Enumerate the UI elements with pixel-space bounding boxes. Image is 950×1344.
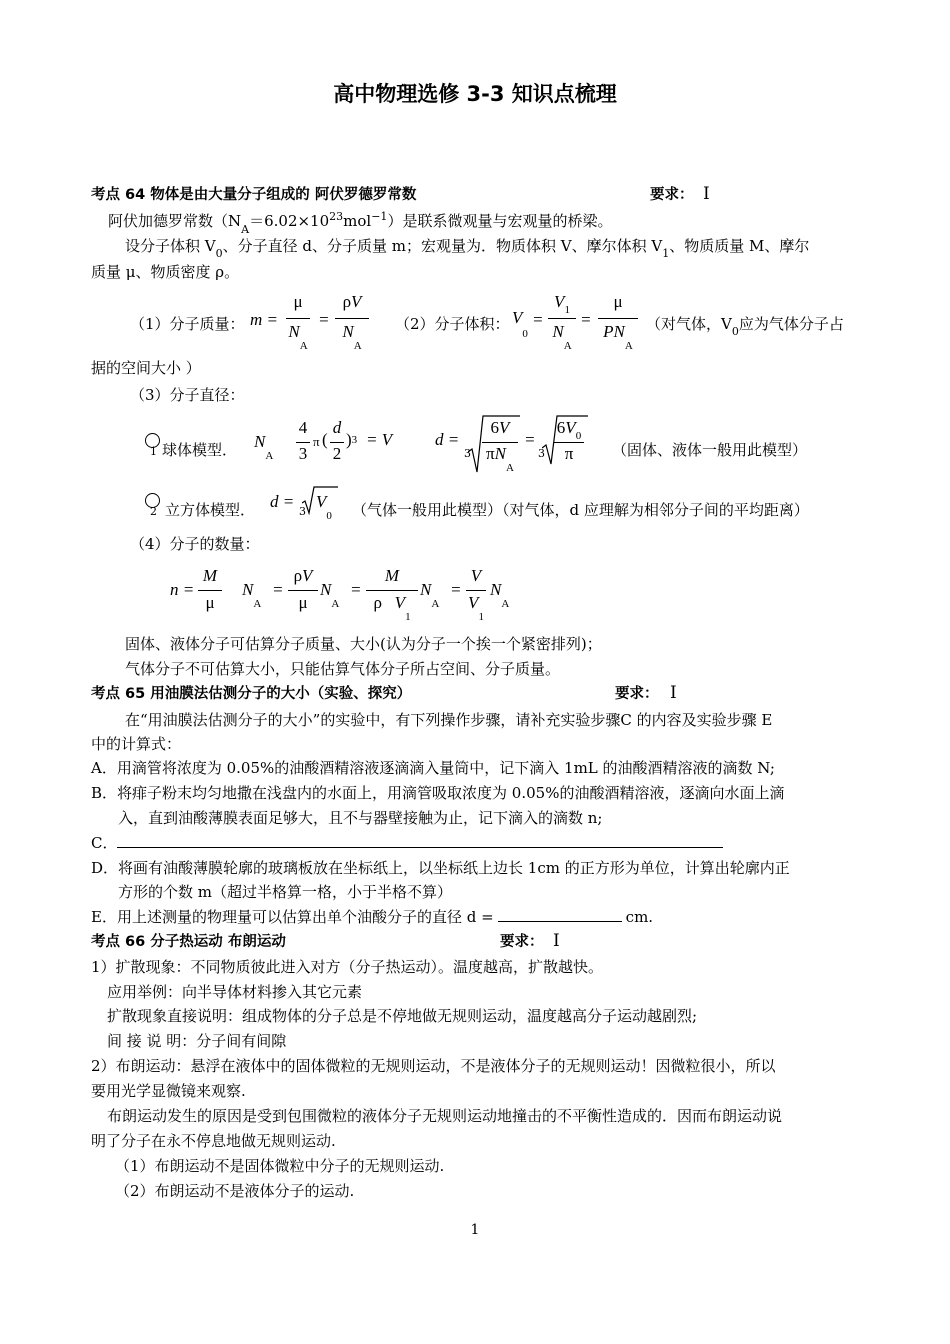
volume-note: （对气体，$V_0$应为气体分子占 <box>646 315 844 338</box>
cube-model-label: 立方体模型． <box>165 501 256 519</box>
mass-frac1-den: $N_A$ <box>288 322 308 352</box>
cube-root-index: 3 <box>538 447 545 460</box>
equals-sign: = <box>524 430 536 449</box>
count-frac4-den: $V_1$ <box>468 593 484 623</box>
volume-frac2-num: μ <box>613 292 623 311</box>
fraction-bar <box>296 442 310 443</box>
ball-model-label: 球体模型． <box>162 441 238 459</box>
diameter-frac2-num: $6V_0$ <box>556 418 582 442</box>
diameter-frac1-num: 6V <box>490 418 510 437</box>
paren-open: ( <box>322 430 328 449</box>
cube-root-index: 3 <box>299 505 306 518</box>
section-64-requirement-label: 要求： <box>650 187 694 203</box>
diameter-formula-d: d = <box>435 430 460 449</box>
count-frac1-num: M <box>202 566 218 585</box>
cube-formula-d: d = <box>270 492 295 511</box>
step-b-line1: B．将痱子粉末均匀地撒在浅盘内的水面上，用滴管吸取浓度为 0.05%的油酸酒精溶液，逐滴向水面上滴 <box>91 784 785 802</box>
diameter-frac2-den: π <box>564 444 574 463</box>
fraction-bar <box>198 590 222 591</box>
equals-sign: = <box>318 310 330 329</box>
pi-symbol: π <box>313 434 320 449</box>
ball-formula-na: $N_A$ <box>254 432 274 462</box>
brownian-line-2: 要用光学显微镜来观察. <box>91 1082 246 1100</box>
setup-line-2: 质量 μ、物质密度 ρ。 <box>91 263 240 281</box>
section-65-requirement-value: Ⅰ <box>670 683 677 703</box>
count-frac3-num: M <box>384 566 400 585</box>
cube-formula-v0: $V_0$ <box>316 492 332 522</box>
mass-frac2-num: ρV <box>342 292 362 311</box>
volume-frac1-num: $V_1$ <box>554 292 570 316</box>
volume-formula-v0: $V_0$ <box>512 308 528 340</box>
page-number: 1 <box>470 1222 480 1238</box>
section-66-requirement-label: 要求： <box>500 934 544 950</box>
ball-frac-num: 4 <box>298 418 308 437</box>
diameter-label: （3）分子直径： <box>130 386 245 404</box>
count-frac2-num: ρV <box>293 566 313 585</box>
step-e-answer-blank[interactable] <box>498 907 622 922</box>
section-65-requirement-label: 要求： <box>615 686 659 702</box>
equals-sign: = <box>350 580 362 599</box>
section-64-heading: 考点 64 物体是由大量分子组成的 阿伏罗德罗常数 <box>91 187 417 203</box>
count-label: （4）分子的数量： <box>130 535 260 553</box>
ball-model-note: （固体、液体一般用此模型） <box>612 441 808 459</box>
brownian-line-4: 明了分子在永不停息地做无规则运动. <box>91 1132 336 1150</box>
brownian-point-1: （1）布朗运动不是固体微粒中分子的无规则运动. <box>115 1157 445 1175</box>
diffusion-line-2: 应用举例：向半导体材料掺入其它元素 <box>107 983 363 1001</box>
diameter-frac1-den: $\pi N_A$ <box>486 444 514 474</box>
experiment-intro-1: 在“用油膜法估测分子的大小”的实验中，有下列操作步骤，请补充实验步骤C 的内容及实验步骤 E <box>125 711 773 729</box>
count-formula-n: n = <box>170 580 195 599</box>
fraction-bar <box>366 590 418 591</box>
volume-label: （2）分子体积： <box>395 315 510 333</box>
step-d-line1: D．将画有油酸薄膜轮廓的玻璃板放在坐标纸上，以坐标纸上边长 1cm 的正方形为单位，计算出轮廓内正 <box>91 859 790 877</box>
fraction-bar <box>548 318 576 319</box>
brownian-line-1: 2）布朗运动：悬浮在液体中的固体微粒的无规则运动，不是液体分子的无规则运动！因微粒很小，所以 <box>91 1057 776 1075</box>
section-66-requirement-value: Ⅰ <box>553 931 560 951</box>
volume-frac1-den: $N_A$ <box>552 322 572 352</box>
setup-line-1: 设分子体积 $V_0$、分子直径 d、分子质量 m；宏观量为．物质体积 V、摩尔体积 $V_1$、物质质量 M、摩尔 <box>125 237 810 260</box>
ball-d-num: d <box>332 418 342 437</box>
fraction-bar <box>288 590 318 591</box>
volume-frac2-den: $PN_A$ <box>603 322 633 352</box>
equals-sign: = <box>450 580 462 599</box>
step-e: E．用上述测量的物理量可以估算出单个油酸分子的直径 d = cm. <box>91 908 654 926</box>
diffusion-line-1: 1）扩散现象：不同物质彼此进入对方（分子热运动）。温度越高，扩散越快。 <box>91 958 604 976</box>
na-symbol: $N_A$ <box>320 580 340 610</box>
fraction-bar <box>482 442 518 443</box>
equals-sign: = <box>532 310 544 329</box>
fraction-bar <box>286 318 310 319</box>
volume-note-line2: 据的空间大小 ） <box>91 359 201 377</box>
mass-frac2-den: $N_A$ <box>342 322 362 352</box>
paren-close: )3 <box>346 430 358 449</box>
estimate-note-2: 气体分子不可估算大小，只能估算气体分子所占空间、分子质量。 <box>125 660 561 678</box>
na-symbol: $N_A$ <box>490 580 510 610</box>
fraction-bar <box>598 318 638 319</box>
equals-sign: = <box>580 310 592 329</box>
fraction-bar <box>335 318 369 319</box>
step-b-line2: 入，直到油酸薄膜表面足够大，且不与器壁接触为止，记下滴入的滴数 n; <box>118 809 603 827</box>
step-c-answer-blank[interactable] <box>117 833 723 848</box>
brownian-line-3: 布朗运动发生的原因是受到包围微粒的液体分子无规则运动地撞击的不平衡性造成的．因而布朗运动说 <box>107 1107 783 1125</box>
brownian-point-2: （2）布朗运动不是液体分子的运动. <box>115 1182 355 1200</box>
section-66-heading: 考点 66 分子热运动 布朗运动 <box>91 934 286 950</box>
count-frac1-den: μ <box>205 593 215 612</box>
count-frac4-num: V <box>470 566 482 585</box>
na-symbol: $N_A$ <box>242 580 262 610</box>
estimate-note-1: 固体、液体分子可估算分子质量、大小(认为分子一个挨一个紧密排列)； <box>125 635 602 653</box>
ball-model-number: 1 <box>150 445 157 458</box>
section-64-requirement-value: Ⅰ <box>703 184 710 204</box>
section-65-heading: 考点 65 用油膜法估测分子的大小（实验、探究） <box>91 686 412 702</box>
ball-d-den: 2 <box>332 444 342 463</box>
cube-model-note: （气体一般用此模型）（对气体，d 应理解为相邻分子间的平均距离） <box>352 501 809 519</box>
step-d-line2: 方形的个数 m（超过半格算一格，小于半格不算） <box>118 883 452 901</box>
fraction-bar <box>554 442 584 443</box>
step-a: A．用滴管将浓度为 0.05%的油酸酒精溶液逐滴滴入量筒中，记下滴入 1mL 的油酸酒精溶液的滴数 N; <box>91 759 775 777</box>
mass-formula-m: m = <box>250 310 278 329</box>
experiment-intro-2: 中的计算式： <box>91 735 182 753</box>
page-title: 高中物理选修 3-3 知识点梳理 <box>333 82 617 106</box>
cube-root-index: 3 <box>464 447 471 460</box>
cube-model-number: 2 <box>150 505 157 518</box>
mass-label: （1）分子质量： <box>130 315 245 333</box>
na-symbol: $N_A$ <box>420 580 440 610</box>
diffusion-line-3: 扩散现象直接说明：组成物体的分子总是不停地做无规则运动，温度越高分子运动越剧烈; <box>107 1007 698 1025</box>
mass-frac1-num: μ <box>293 292 303 311</box>
fraction-bar <box>330 442 344 443</box>
count-frac2-den: μ <box>298 593 308 612</box>
avogadro-line: 阿伏加德罗常数$(N_A=6.02\times 10^{23}mol^{-1})$是联系微观量与宏观量的桥梁。 <box>108 210 613 236</box>
ball-frac-den: 3 <box>298 444 308 463</box>
step-c: C． <box>91 833 723 853</box>
count-frac3-den: ρ $V_1$ <box>373 593 411 623</box>
equals-sign: = <box>272 580 284 599</box>
ball-formula-eq: = V <box>366 430 393 449</box>
fraction-bar <box>466 590 486 591</box>
diffusion-line-4: 间 接 说 明：分子间有间隙 <box>107 1032 287 1050</box>
